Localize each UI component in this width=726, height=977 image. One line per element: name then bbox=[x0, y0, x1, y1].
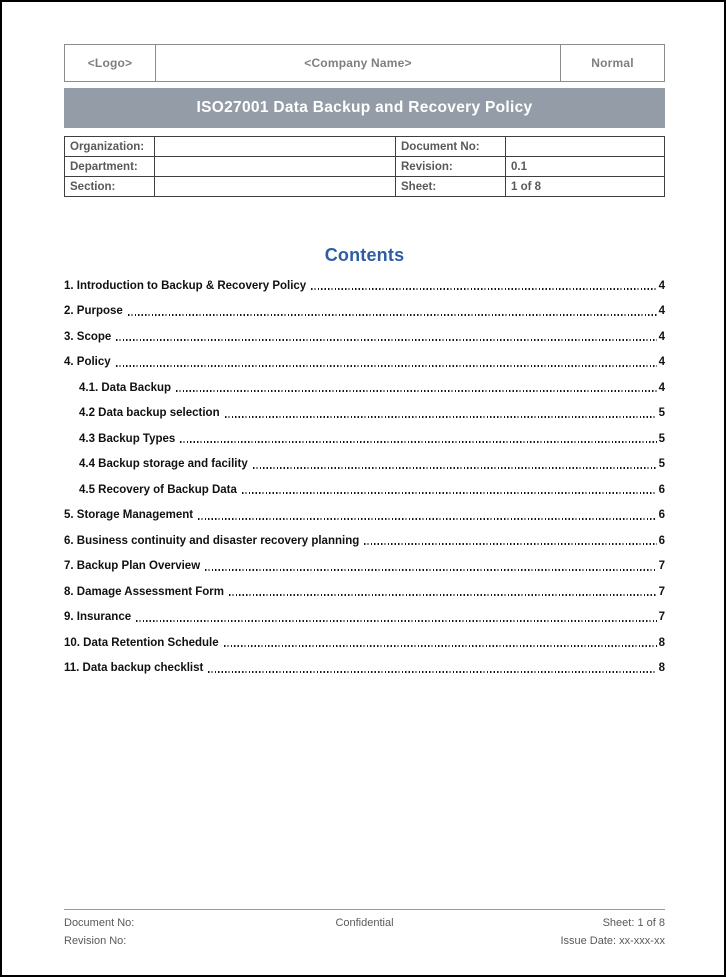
toc-leader-dots bbox=[128, 314, 657, 316]
document-title: ISO27001 Data Backup and Recovery Policy bbox=[196, 99, 533, 116]
toc-entry-label: 4.1. Data Backup bbox=[79, 381, 172, 394]
footer-issue-date: Issue Date: xx-xxx-xx bbox=[560, 934, 665, 947]
footer-confidential-label: Confidential bbox=[335, 917, 394, 929]
info-label-sheet: Sheet: bbox=[396, 177, 505, 196]
toc-entry-label: 9. Insurance bbox=[64, 611, 132, 624]
info-label-organization: Organization: bbox=[65, 137, 154, 156]
toc-leader-dots bbox=[242, 492, 657, 494]
toc-entry[interactable] bbox=[64, 324, 665, 350]
footer-left bbox=[64, 915, 264, 950]
toc-entry-page: 4 bbox=[658, 305, 665, 318]
toc-leader-dots bbox=[116, 365, 657, 367]
toc-entry-label: 3. Scope bbox=[64, 330, 112, 343]
toc-leader-dots bbox=[136, 620, 656, 622]
toc-entry-label: 11. Data backup checklist bbox=[64, 662, 204, 675]
info-value-document-no[interactable] bbox=[506, 137, 664, 156]
toc-entry-label: 6. Business continuity and disaster recovery planning bbox=[64, 534, 360, 547]
toc-leader-dots bbox=[205, 569, 656, 571]
toc-entry-page: 4 bbox=[658, 381, 665, 394]
info-value-organization[interactable] bbox=[155, 137, 395, 156]
info-value-section[interactable] bbox=[155, 177, 395, 196]
toc-entry-label: 4.5 Recovery of Backup Data bbox=[79, 483, 237, 496]
toc-entry-label: 7. Backup Plan Overview bbox=[64, 560, 201, 573]
toc-leader-dots bbox=[364, 543, 656, 545]
toc-entry[interactable] bbox=[64, 452, 665, 478]
toc-leader-dots bbox=[311, 288, 656, 290]
toc-leader-dots bbox=[180, 441, 656, 443]
toc-entry[interactable] bbox=[64, 605, 665, 631]
header-table bbox=[64, 44, 665, 82]
toc-entry[interactable] bbox=[64, 273, 665, 299]
doc-classification-label: Normal bbox=[561, 45, 664, 81]
toc-entry-label: 4. Policy bbox=[64, 356, 111, 369]
toc-entry[interactable] bbox=[64, 528, 665, 554]
toc-entry-label: 4.3 Backup Types bbox=[79, 432, 176, 445]
toc-entry-page: 6 bbox=[658, 483, 665, 496]
document-title-banner bbox=[64, 88, 665, 128]
toc-entry-page: 4 bbox=[658, 279, 665, 292]
toc-entry-label: 1. Introduction to Backup & Recovery Policy bbox=[64, 279, 307, 292]
company-name-placeholder: <Company Name> bbox=[156, 45, 560, 81]
toc-entry-page: 4 bbox=[658, 356, 665, 369]
toc-entry[interactable] bbox=[64, 350, 665, 376]
toc-leader-dots bbox=[225, 416, 657, 418]
toc-entry-label: 5. Storage Management bbox=[64, 509, 194, 522]
toc-entry-page: 8 bbox=[658, 662, 665, 675]
info-label-revision: Revision: bbox=[396, 157, 505, 176]
toc-entry-page: 5 bbox=[658, 458, 665, 471]
toc-entry[interactable] bbox=[64, 554, 665, 580]
info-label-section: Section: bbox=[65, 177, 154, 196]
footer-revision-no: Revision No: bbox=[64, 934, 127, 947]
toc-entry-page: 5 bbox=[658, 407, 665, 420]
toc-entry-label: 2. Purpose bbox=[64, 305, 123, 318]
info-value-sheet: 1 of 8 bbox=[506, 177, 664, 196]
toc-entry[interactable] bbox=[64, 503, 665, 529]
toc-entry-page: 7 bbox=[658, 611, 665, 624]
toc-leader-dots bbox=[224, 645, 657, 647]
toc-entry[interactable] bbox=[64, 579, 665, 605]
toc-entry-page: 7 bbox=[658, 585, 665, 598]
info-label-document-no: Document No: bbox=[396, 137, 505, 156]
footer-right bbox=[465, 915, 665, 950]
info-value-revision: 0.1 bbox=[506, 157, 664, 176]
toc-entry[interactable] bbox=[64, 401, 665, 427]
info-table bbox=[64, 136, 665, 197]
toc-entry-page: 8 bbox=[658, 636, 665, 649]
toc-entry-label: 10. Data Retention Schedule bbox=[64, 636, 219, 649]
toc-entry-label: 4.4 Backup storage and facility bbox=[79, 458, 248, 471]
footer-center bbox=[264, 915, 464, 950]
page-footer bbox=[64, 909, 665, 950]
toc-leader-dots bbox=[198, 518, 657, 520]
toc-entry-page: 5 bbox=[658, 432, 665, 445]
info-value-department[interactable] bbox=[155, 157, 395, 176]
footer-sheet: Sheet: 1 of 8 bbox=[602, 917, 665, 929]
toc-entry-page: 6 bbox=[658, 509, 665, 522]
toc-entry[interactable] bbox=[64, 426, 665, 452]
toc-entry[interactable] bbox=[64, 477, 665, 503]
toc-entry-page: 6 bbox=[658, 534, 665, 547]
toc-leader-dots bbox=[229, 594, 657, 596]
toc-leader-dots bbox=[176, 390, 657, 392]
toc-entry-page: 4 bbox=[658, 330, 665, 343]
toc-entry-page: 7 bbox=[658, 560, 665, 573]
footer-document-no: Document No: bbox=[64, 917, 135, 929]
info-label-department: Department: bbox=[65, 157, 154, 176]
toc-entry-label: 4.2 Data backup selection bbox=[79, 407, 220, 420]
toc-entry[interactable] bbox=[64, 299, 665, 325]
logo-placeholder: <Logo> bbox=[65, 45, 155, 81]
toc-entry-label: 8. Damage Assessment Form bbox=[64, 585, 225, 598]
toc-leader-dots bbox=[208, 671, 656, 673]
toc-entry[interactable] bbox=[64, 656, 665, 682]
contents-heading: Contents bbox=[324, 245, 405, 265]
toc-leader-dots bbox=[253, 467, 657, 469]
table-of-contents bbox=[64, 273, 665, 681]
toc-entry[interactable] bbox=[64, 630, 665, 656]
toc-leader-dots bbox=[116, 339, 656, 341]
toc-entry[interactable] bbox=[64, 375, 665, 401]
